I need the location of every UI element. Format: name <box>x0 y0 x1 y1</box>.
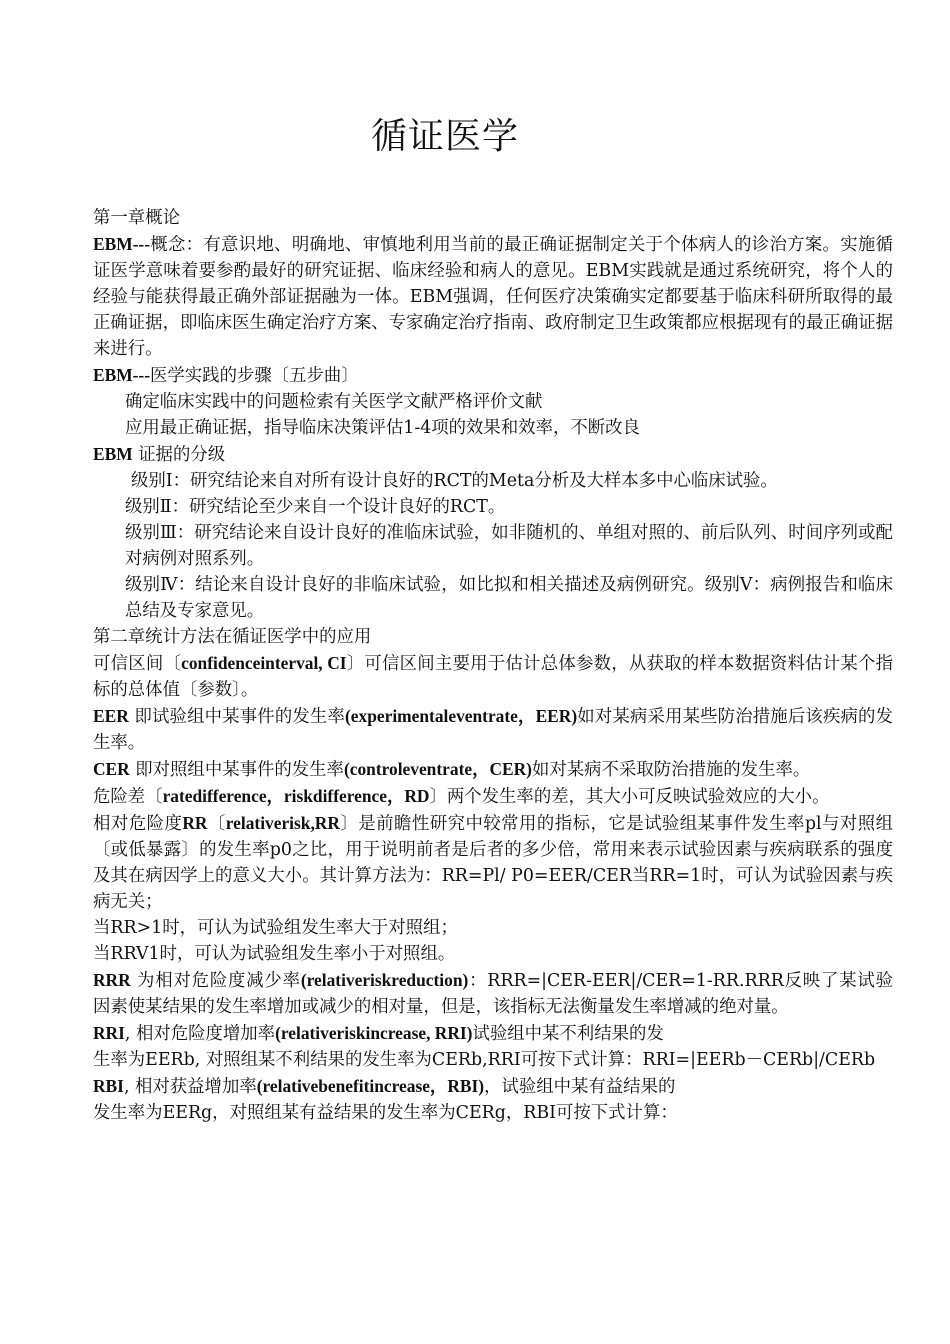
ebm-steps-line-1: 确定临床实践中的问题检索有关医学文献严格评价文献 <box>125 392 543 412</box>
rrr-paragraph <box>93 967 893 1020</box>
rrr-term: RRR <box>93 970 131 990</box>
rrr-english: (relativeriskreduction) <box>300 970 469 990</box>
rbi-text-1: , 相对获益增加率 <box>123 1077 257 1097</box>
risk-difference-paragraph <box>93 783 893 810</box>
eer-english: (experimentaleventrate，EER) <box>345 706 578 726</box>
ebm-concept-text: 概念：有意识地、明确地、审慎地利用当前的最正确证据制定关于个体病人的诊治方案。实施循证医学意味着要参酌最好的研究证据、临床经验和病人的意见。EBM实践就是通过系统研究，将个人的经验与能获得最正确外部证据融为一体。EBM强调，任何医疗决策确实定都要基于临床科研所取得的最正确证据，即临床医生确定治疗方案、专家确定治疗指南、政府制定卫生政策都应根据现有的最正确证据来进行。 <box>93 235 893 359</box>
eer-term: EER <box>93 706 129 726</box>
confidence-interval-paragraph <box>93 650 893 703</box>
rr-text: 〕是前瞻性研究中较常用的指标，它是试验组某事件发生率pl与对照组〔或低暴露〕的发生率p0之比，用于说明前者是后者的多少倍，常用来表示试验因素与疾病联系的强度及其在病因学上的意义大小。其计算方法为：RR=Pl/ P0=EER/CER当RR=1时，可认为试验因素与疾病无关； <box>93 814 893 912</box>
relative-risk-paragraph <box>93 810 893 915</box>
cer-english: (controleventrate，CER) <box>343 759 532 779</box>
evidence-grading-heading <box>93 441 893 468</box>
eer-paragraph <box>93 703 893 756</box>
rrr-text-1: 为相对危险度减少率 <box>137 971 301 991</box>
rbi-paragraph-line-1 <box>93 1073 893 1100</box>
rbi-term: RBI <box>93 1076 124 1096</box>
rr-less-line: 当RRV1时，可认为试验组发生率小于对照组。 <box>93 944 456 964</box>
ci-text: 〕可信区间主要用于估计总体参数，从获取的样本数据资料估计某个指标的总体值〔参数〕。 <box>93 654 893 700</box>
rr-label: 相对危险度 <box>93 814 183 834</box>
chapter-2-heading: 第二章统计方法在循证医学中的应用 <box>93 627 372 647</box>
document-body <box>93 205 893 1126</box>
ebm-steps-text: 医学实践的步骤〔五步曲〕 <box>150 366 359 386</box>
rri-text-2: 试验组中某不利结果的发 <box>472 1024 664 1044</box>
ebm-steps-line-2: 应用最正确证据，指导临床决策评估1-4项的效果和效率，不断改良 <box>125 418 640 438</box>
rbi-english: (relativebenefitincrease，RBI) <box>256 1076 485 1096</box>
rd-label: 危险差〔 <box>93 787 163 807</box>
evidence-level-1: 级别Ⅰ：研究结论来自对所有设计良好的RCT的Meta分析及大样本多中心临床试验。 <box>131 471 778 491</box>
evidence-level-3: 级别Ⅲ：研究结论来自设计良好的准临床试验，如非随机的、单组对照的、前后队列、时间序列或配对病例对照系列。 <box>125 523 893 569</box>
eer-text-1: 即试验组中某事件的发生率 <box>134 707 346 727</box>
rr-bracket: 〔 <box>207 814 226 834</box>
ci-label: 可信区间〔 <box>93 654 182 674</box>
rr-greater-line: 当RR>1时，可认为试验组发生率大于对照组； <box>93 918 458 938</box>
rbi-text-2: ，试验组中某有益结果的 <box>484 1077 676 1097</box>
ebm-term: EBM--- <box>93 365 150 385</box>
rr-term: RR <box>182 813 208 833</box>
document-title: 循证医学 <box>370 116 519 157</box>
rrr-text-2: ：RRR=|CER-EER|/CER=1-RR.RRR反映了某试验因素使某结果的发生率增加或减少的相对量，但是，该指标无法衡量发生率增减的绝对量。 <box>93 971 893 1017</box>
ebm-term: EBM--- <box>93 234 150 254</box>
chapter-1-heading: 第一章概论 <box>93 208 180 228</box>
rd-text: 〕两个发生率的差，其大小可反映试验效应的大小。 <box>429 787 830 807</box>
rr-english: relativerisk,RR <box>225 813 340 833</box>
rri-text-1: , 相对危险度增加率 <box>124 1024 276 1044</box>
rri-term: RRI <box>93 1023 125 1043</box>
rbi-paragraph-line-2: 发生率为EERg，对照组某有益结果的发生率为CERg，RBI可按下式计算： <box>93 1103 678 1123</box>
rri-english: (relativeriskincrease, RRI) <box>275 1023 473 1043</box>
cer-term: CER <box>93 759 130 779</box>
ebm-term: EBM <box>93 444 133 464</box>
cer-paragraph <box>93 756 893 783</box>
rri-paragraph-line-2: 生率为EERb, 对照组某不利结果的发生率为CERb,RRI可按下式计算：RRI=|EERb－CERb|/CERb <box>93 1050 876 1070</box>
cer-text-1: 即对照组中某事件的发生率 <box>135 760 344 780</box>
evidence-grading-text: 证据的分级 <box>138 445 226 465</box>
evidence-level-4-5: 级别Ⅳ：结论来自设计良好的非临床试验，如比拟和相关描述及病例研究。级别Ⅴ：病例报告和临床总结及专家意见。 <box>125 575 893 621</box>
rd-english: ratedifference，riskdifference，RD <box>162 786 430 806</box>
ebm-steps-heading <box>93 362 893 389</box>
eer-text-2: 如对某病采用某些防治措施后该疾病的发生率。 <box>93 707 893 753</box>
rri-paragraph-line-1 <box>93 1020 893 1047</box>
evidence-level-2: 级别Ⅱ：研究结论至少来自一个设计良好的RCT。 <box>125 497 506 517</box>
ebm-concept-paragraph <box>93 231 893 362</box>
cer-text-2: 如对某病不采取防治措施的发生率。 <box>531 760 811 780</box>
ci-term: confidenceinterval, CI <box>181 653 347 673</box>
